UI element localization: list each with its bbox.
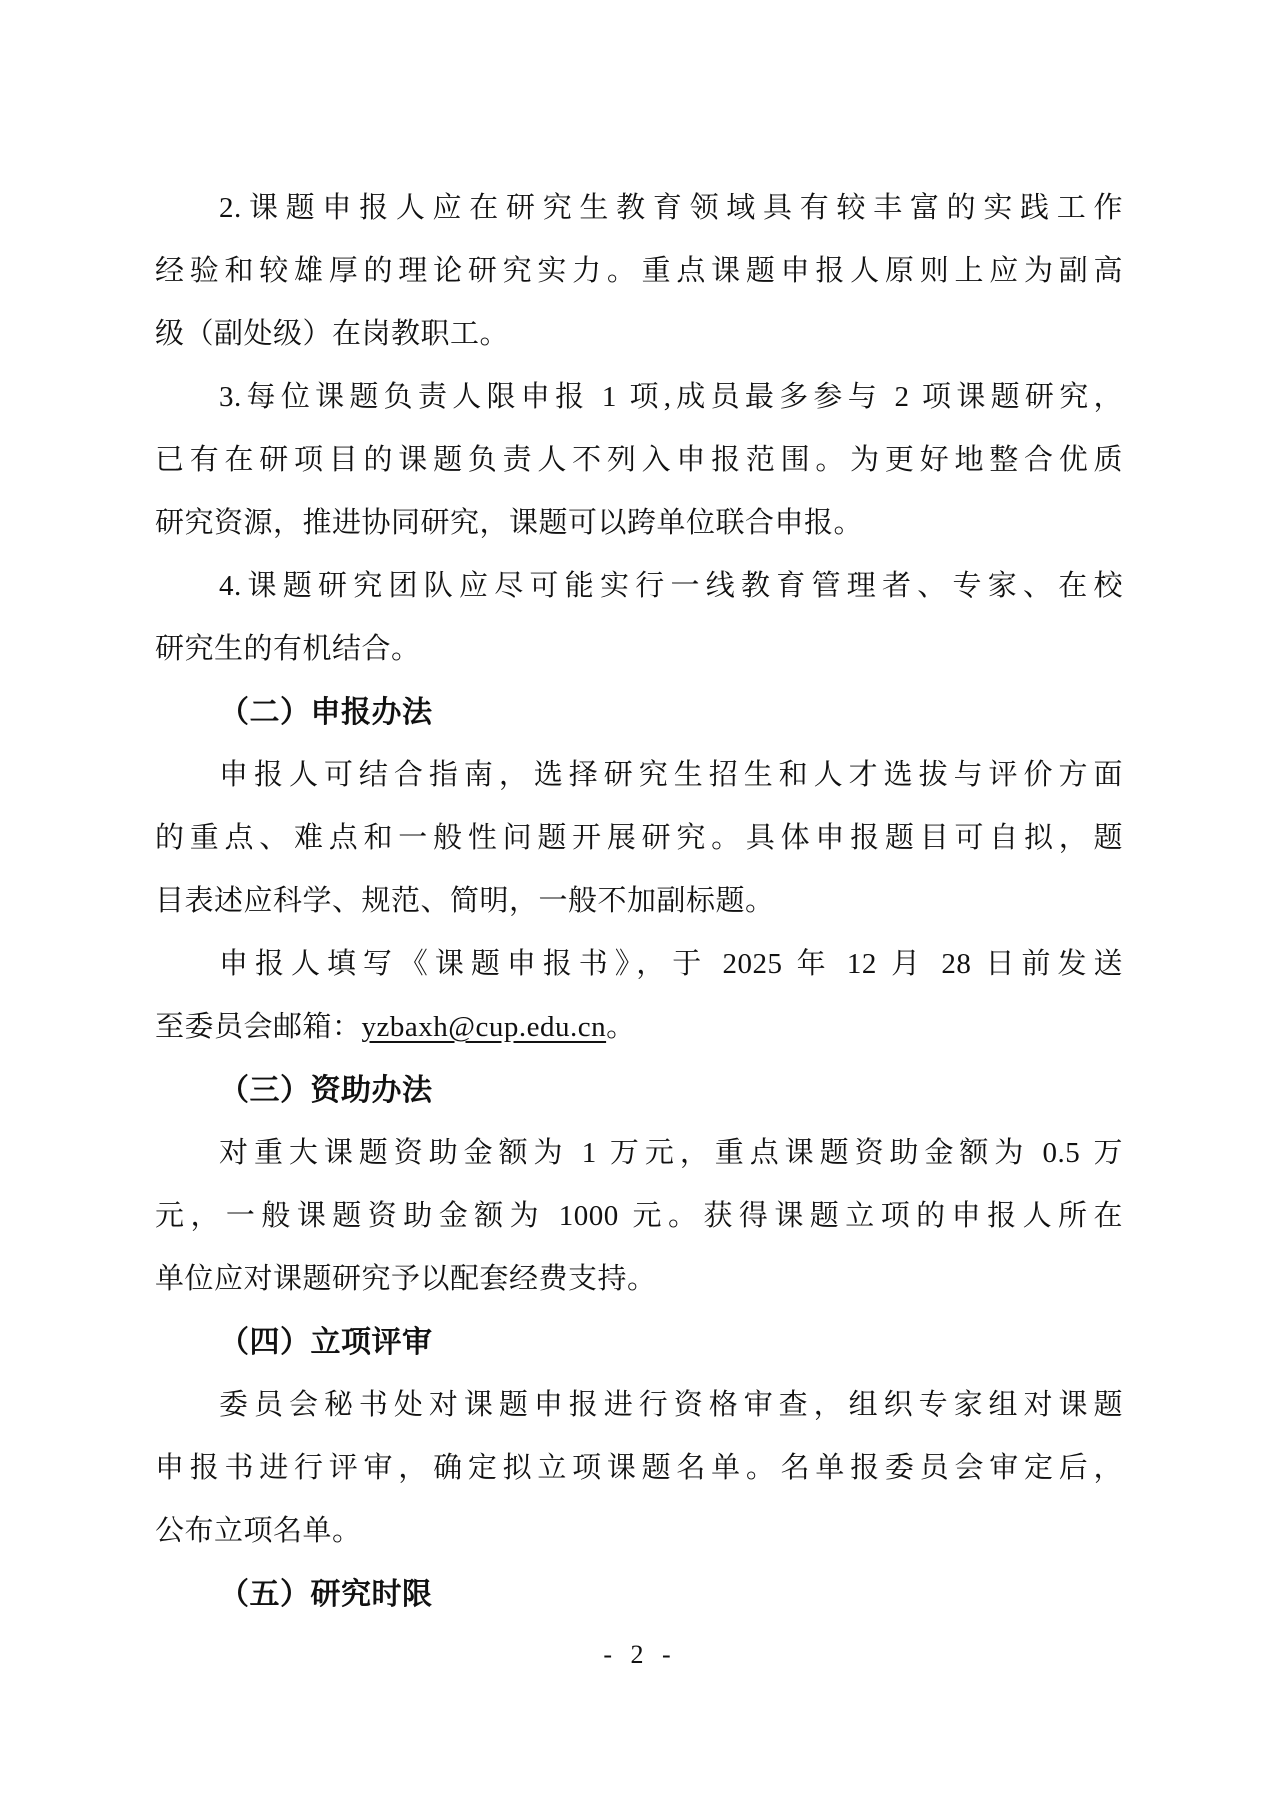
section-heading-research-period: （五）研究时限 (219, 1578, 433, 1611)
body-line: 的重点、难点和一般性问题开展研究。具体申报题目可自拟，题 (155, 822, 1123, 854)
email-link[interactable]: yzbaxh@cup.edu.cn (361, 1011, 607, 1043)
section-heading-project-review: （四）立项评审 (219, 1326, 433, 1359)
body-line: 3.每位课题负责人限申报 1 项,成员最多参与 2 项课题研究， (219, 381, 1123, 413)
body-line: 申报人可结合指南，选择研究生招生和人才选拔与评价方面 (219, 759, 1123, 791)
body-line: 研究生的有机结合。 (155, 633, 421, 665)
body-line: 对重大课题资助金额为 1 万元，重点课题资助金额为 0.5 万 (219, 1137, 1123, 1169)
body-line: 公布立项名单。 (155, 1515, 362, 1547)
body-line: 目表述应科学、规范、简明，一般不加副标题。 (155, 885, 775, 917)
email-prefix: 至委员会邮箱： (155, 1011, 362, 1043)
body-line: 委员会秘书处对课题申报进行资格审查，组织专家组对课题 (219, 1389, 1123, 1421)
body-line: 研究资源，推进协同研究，课题可以跨单位联合申报。 (155, 507, 864, 539)
document-body (155, 177, 1123, 1626)
body-line: 申报书进行评审，确定拟立项课题名单。名单报委员会审定后， (155, 1452, 1123, 1484)
body-line: 单位应对课题研究予以配套经费支持。 (155, 1263, 657, 1295)
body-line: 元，一般课题资助金额为 1000 元。获得课题立项的申报人所在 (155, 1200, 1123, 1232)
section-heading-application-method: （二）申报办法 (219, 696, 433, 729)
body-line: 经验和较雄厚的理论研究实力。重点课题申报人原则上应为副高 (155, 255, 1123, 287)
body-line: 级（副处级）在岗教职工。 (155, 318, 510, 350)
body-line-email (155, 996, 1123, 1059)
page-number: - 2 - (603, 1640, 677, 1669)
email-suffix: 。 (606, 1011, 636, 1043)
body-line: 已有在研项目的课题负责人不列入申报范围。为更好地整合优质 (155, 444, 1123, 476)
body-line: 4.课题研究团队应尽可能实行一线教育管理者、专家、在校 (219, 570, 1123, 602)
section-heading-funding-method: （三）资助办法 (219, 1074, 433, 1107)
body-line: 2.课题申报人应在研究生教育领域具有较丰富的实践工作 (219, 192, 1123, 224)
body-line: 申报人填写《课题申报书》，于 2025 年 12 月 28 日前发送 (219, 948, 1123, 980)
